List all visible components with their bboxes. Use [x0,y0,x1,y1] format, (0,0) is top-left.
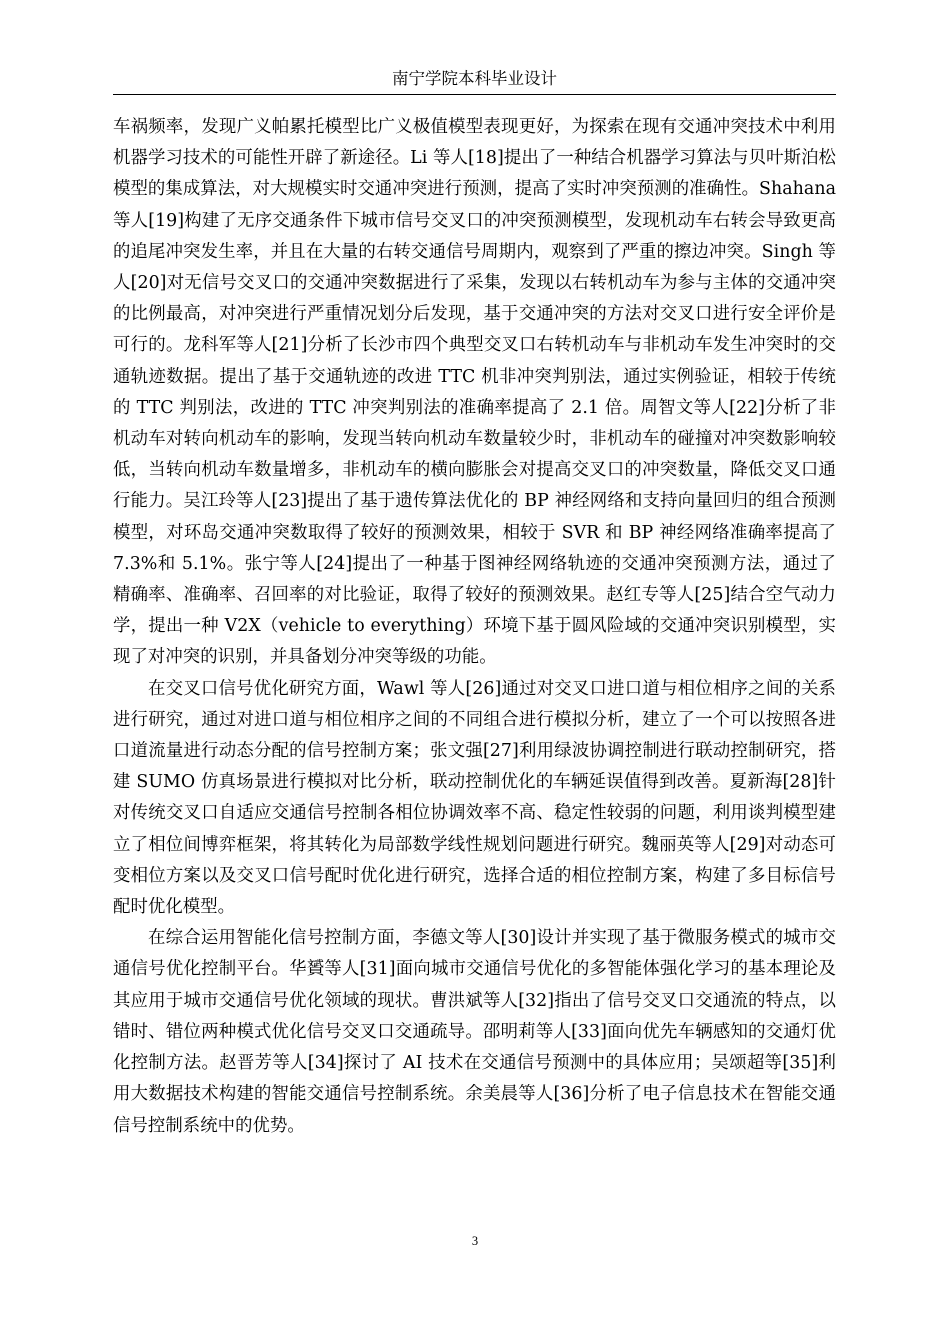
paragraph-2: 在交叉口信号优化研究方面，Wawl 等人[26]通过对交叉口进口道与相位相序之间的关系进行研究，通过对进口道与相位相序之间的不同组合进行模拟分析，建立了一个可以按照各进口道流量进行动态分配的信号控制方案；张文强[27]利用绿波协调控制进行联动控制研究，搭建 SUMO 仿真场景进行模拟对比分析，联动控制优化的车辆延误值得到改善。夏新海[28]针对传统交叉口自适应交通信号控制各相位协调效率不高、稳定性较弱的问题，利用谈判模型建立了相位间博弈框架，将其转化为局部数学线性规划问题进行研究。魏丽英等人[29]对动态可变相位方案以及交叉口信号配时优化进行研究，选择合适的相位控制方案，构建了多目标信号配时优化模型。 [113,678,836,918]
paragraph-3: 在综合运用智能化信号控制方面，李德文等人[30]设计并实现了基于微服务模式的城市交通信号优化控制平台。华贇等人[31]面向城市交通信号优化的多智能体强化学习的基本理论及其应用于城市交通信号优化领域的现状。曹洪斌等人[32]指出了信号交叉口交通流的特点，以错时、错位两种模式优化信号交叉口交通疏导。邵明莉等人[33]面向优先车辆感知的交通灯优化控制方法。赵晋芳等人[34]探讨了 AI 技术在交通信号预测中的具体应用；吴颂超等[35]利用大数据技术构建的智能交通信号控制系统。余美晨等人[36]分析了电子信息技术在智能交通信号控制系统中的优势。 [113,928,836,1136]
paragraph-1: 车祸频率，发现广义帕累托模型比广义极值模型表现更好，为探索在现有交通冲突技术中利用机器学习技术的可能性开辟了新途径。Li 等人[18]提出了一种结合机器学习算法与贝叶斯泊松模型的集成算法，对大规模实时交通冲突进行预测，提高了实时冲突预测的准确性。Shahana 等人[19]构建了无序交通条件下城市信号交叉口的冲突预测模型，发现机动车右转会导致更高的追尾冲突发生率，并且在大量的右转交通信号周期内，观察到了严重的擦边冲突。Singh 等人[20]对无信号交叉口的交通冲突数据进行了采集，发现以右转机动车为参与主体的交通冲突的比例最高，对冲突进行严重情况划分后发现，基于交通冲突的方法对交叉口进行安全评价是可行的。龙科军等人[21]分析了长沙市四个典型交叉口右转机动车与非机动车发生冲突时的交通轨迹数据。提出了基于交通轨迹的改进 TTC 机非冲突判别法，通过实例验证，相较于传统的 TTC 判别法，改进的 TTC 冲突判别法的准确率提高了 2.1 倍。周智文等人[22]分析了非机动车对转向机动车的影响，发现当转向机动车数量较少时，非机动车的碰撞对冲突数影响较低，当转向机动车数量增多，非机动车的横向膨胀会对提高交叉口的冲突数量，降低交叉口通行能力。吴江玲等人[23]提出了基于遗传算法优化的 BP 神经网络和支持向量回归的组合预测模型，对环岛交通冲突数取得了较好的预测效果，相较于 SVR 和 BP 神经网络准确率提高了 7.3%和 5.1%。张宁等人[24]提出了一种基于图神经网络轨迹的交通冲突预测方法，通过了精确率、准确率、召回率的对比验证，取得了较好的预测效果。赵红专等人[25]结合空气动力学，提出一种 V2X（vehicle to everything）环境下基于圆风险域的交通冲突识别模型，实现了对冲突的识别，并具备划分冲突等级的功能。 [113,117,836,668]
body-text [113,112,836,1142]
page-number: 3 [471,1234,479,1248]
running-header: 南宁学院本科毕业设计 [113,64,836,95]
